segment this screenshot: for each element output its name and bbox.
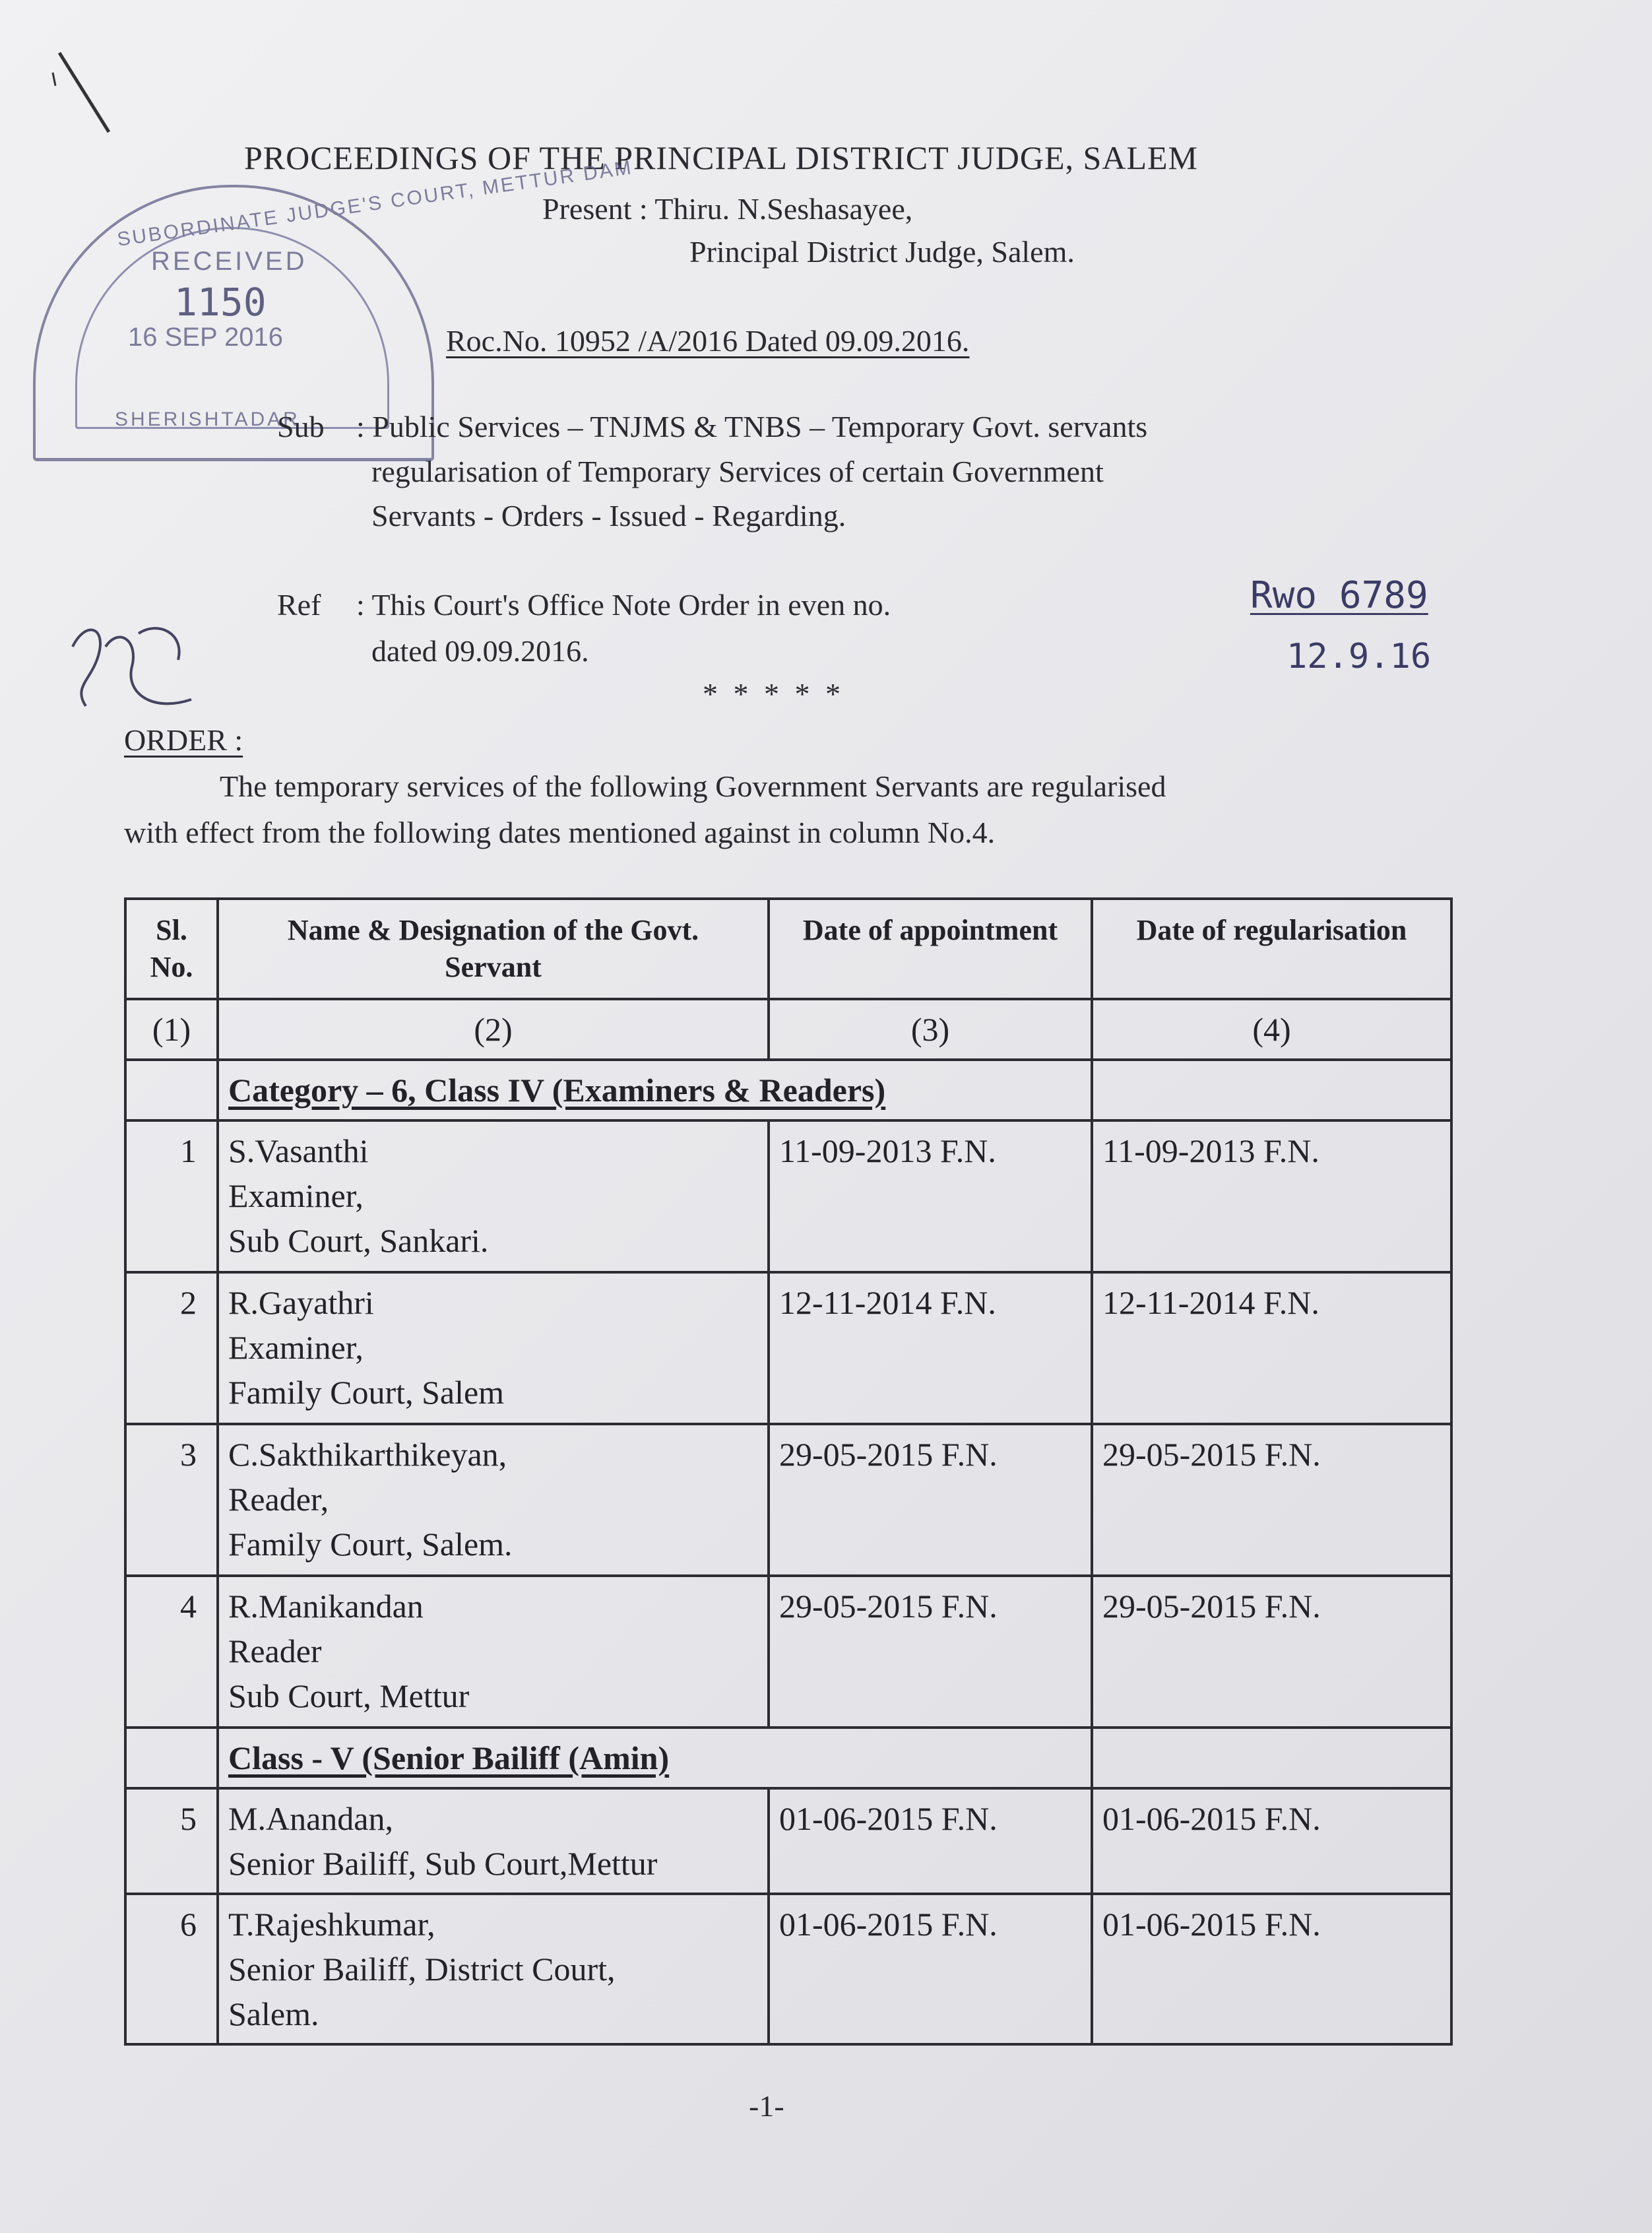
- subject-line-3: Servants - Orders - Issued - Regarding.: [371, 499, 846, 533]
- row-name: R.Gayathri Examiner, Family Court, Salem: [218, 1272, 769, 1424]
- subject-line-1: : Public Services – TNJMS & TNBS – Temporary Govt. servants: [356, 410, 1148, 443]
- stamp-inward-number: 1150: [174, 280, 267, 325]
- row-appointment: 29-05-2015 F.N.: [769, 1424, 1092, 1576]
- header-name-designation: Name & Designation of the Govt. Servant: [218, 899, 769, 999]
- subject-label: Sub: [277, 410, 325, 443]
- roc-number: Roc.No. 10952 /A/2016 Dated 09.09.2016.: [446, 324, 970, 358]
- pen-mark-icon: [46, 46, 119, 139]
- row-appointment: 12-11-2014 F.N.: [769, 1272, 1092, 1424]
- reference-line-1: : This Court's Office Note Order in even no.: [356, 588, 891, 622]
- reference-line-2: dated 09.09.2016.: [371, 634, 589, 668]
- row-regularisation: 29-05-2015 F.N.: [1092, 1576, 1451, 1728]
- row-regularisation: 11-09-2013 F.N.: [1092, 1120, 1451, 1272]
- table-row: [125, 1424, 1451, 1576]
- table-row: [125, 1576, 1451, 1728]
- document-title: PROCEEDINGS OF THE PRINCIPAL DISTRICT JUDGE, SALEM: [244, 139, 1198, 176]
- row-sl: 5: [125, 1788, 218, 1894]
- category-heading: Category – 6, Class IV (Examiners & Readers): [218, 1060, 1092, 1120]
- row-sl: 4: [125, 1576, 218, 1728]
- row-regularisation: 12-11-2014 F.N.: [1092, 1272, 1451, 1424]
- order-paragraph-line-2: with effect from the following dates mentioned against in column No.4.: [124, 816, 996, 849]
- category-heading: Class - V (Senior Bailiff (Amin): [218, 1728, 1092, 1788]
- separator-stars: * * * * *: [703, 677, 844, 711]
- stamp-footer-text: SHERISHTADAR: [115, 408, 300, 430]
- judge-designation: Principal District Judge, Salem.: [689, 235, 1075, 269]
- category-row: [125, 1728, 1451, 1788]
- row-name: M.Anandan, Senior Bailiff, Sub Court,Mettur: [218, 1788, 769, 1894]
- column-number: (4): [1092, 999, 1451, 1060]
- table-row: [125, 1894, 1451, 2044]
- row-name: C.Sakthikarthikeyan, Reader, Family Court, Salem.: [218, 1424, 769, 1576]
- table-row: [125, 1120, 1451, 1272]
- column-number: (3): [769, 999, 1092, 1060]
- row-regularisation: 01-06-2015 F.N.: [1092, 1788, 1451, 1894]
- reference-label: Ref: [277, 588, 321, 622]
- row-regularisation: 01-06-2015 F.N.: [1092, 1894, 1451, 2044]
- regularisation-table: [124, 897, 1453, 2046]
- row-regularisation: 29-05-2015 F.N.: [1092, 1424, 1451, 1576]
- header-date-regularisation: Date of regularisation: [1092, 899, 1451, 999]
- row-appointment: 11-09-2013 F.N.: [769, 1120, 1092, 1272]
- row-name: R.Manikandan Reader Sub Court, Mettur: [218, 1576, 769, 1728]
- initials-signature-icon: [59, 607, 211, 739]
- row-sl: 2: [125, 1272, 218, 1424]
- header-date-appointment: Date of appointment: [769, 899, 1092, 999]
- category-row: [125, 1060, 1451, 1120]
- row-sl: 1: [125, 1120, 218, 1272]
- column-number: (2): [218, 999, 769, 1060]
- table-row: [125, 1272, 1451, 1424]
- row-name: T.Rajeshkumar, Senior Bailiff, District Court, Salem.: [218, 1894, 769, 2044]
- row-name: S.Vasanthi Examiner, Sub Court, Sankari.: [218, 1120, 769, 1272]
- table-row: [125, 1788, 1451, 1894]
- order-paragraph-line-1: The temporary services of the following Government Servants are regularised: [220, 769, 1166, 803]
- stamp-arc-text: SUBORDINATE JUDGE'S COURT, METTUR DAM: [115, 156, 635, 251]
- present-line: Present : Thiru. N.Seshasayee,: [542, 192, 913, 226]
- row-appointment: 01-06-2015 F.N.: [769, 1894, 1092, 2044]
- row-sl: 6: [125, 1894, 218, 2044]
- row-sl: 3: [125, 1424, 218, 1576]
- column-number: (1): [125, 999, 218, 1060]
- table-header-row: [125, 899, 1451, 999]
- stamp-date: 16 SEP 2016: [128, 323, 284, 352]
- column-number-row: [125, 999, 1451, 1060]
- order-heading: ORDER :: [124, 723, 243, 757]
- stamp-received-label: RECEIVED: [151, 247, 307, 276]
- handwritten-inward-ref: Rwo 6789: [1250, 574, 1428, 617]
- row-appointment: 01-06-2015 F.N.: [769, 1788, 1092, 1894]
- subject-line-2: regularisation of Temporary Services of certain Government: [371, 455, 1104, 488]
- handwritten-date: 12.9.16: [1287, 637, 1432, 676]
- row-appointment: 29-05-2015 F.N.: [769, 1576, 1092, 1728]
- header-sl-no: Sl. No.: [125, 899, 218, 999]
- page-number: -1-: [749, 2089, 784, 2123]
